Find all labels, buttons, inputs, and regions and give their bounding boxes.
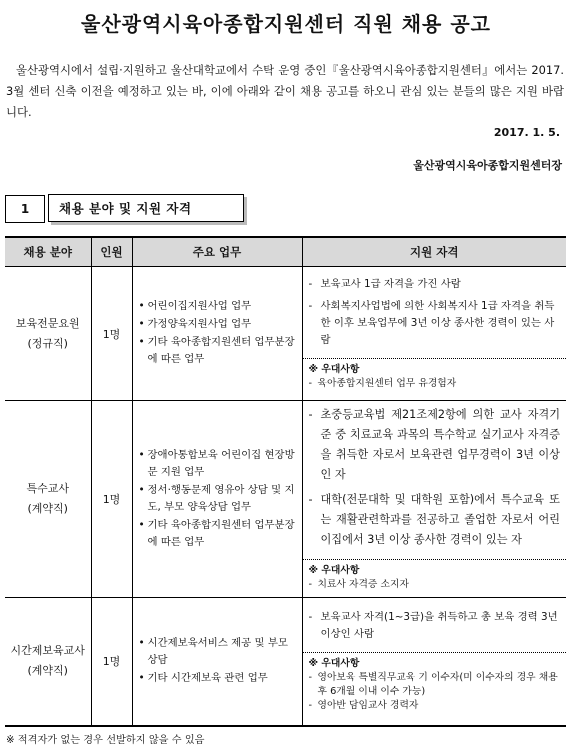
section-number: 1 (5, 195, 45, 223)
duties-cell (132, 598, 302, 726)
table-row (5, 401, 566, 598)
qualification-cell (302, 267, 566, 401)
field-name: 특수교사 (26, 482, 69, 495)
duty-item: • 가정양육지원사업 업무 (139, 316, 298, 333)
preferences-heading: ※ 우대사항 (308, 657, 360, 669)
field-name: 보육전문요원 (15, 316, 80, 330)
preferences-block (303, 358, 567, 396)
qualification-cell (302, 401, 566, 598)
field-name: 시간제보육교사 (10, 644, 85, 658)
preference-item: - 영아반 담임교사 경력자 (309, 699, 561, 713)
count-cell: 1명 (91, 598, 132, 726)
preference-item: - 치료사 자격증 소지자 (309, 578, 561, 592)
qualification-item: - 초중등교육법 제21조제2항에 의한 교사 자격기준 중 치료교육 과목의 특수학교 실기교사 자격증을 취득한 자로서 보육관련 업무경력이 3년 이상인 자 (309, 405, 561, 485)
issuer-name: 울산광역시육아종합지원센터장 (413, 159, 562, 172)
preferences-heading: ※ 우대사항 (308, 363, 360, 375)
section-title: 채용 분야 및 지원 자격 (48, 194, 244, 222)
qualification-item: - 보육교사 1급 자격을 가진 사람 (309, 276, 561, 293)
duty-item: • 기타 육아종합지원센터 업무분장에 따른 업무 (139, 517, 298, 551)
duty-item: • 정서·행동문제 영유아 상담 및 지도, 부모 양육상담 업무 (139, 482, 298, 516)
duty-item: • 시간제보육서비스 제공 및 부모상담 (139, 635, 298, 669)
employment-type: (정규직) (27, 336, 68, 350)
intro-text: 울산광역시에서 설립·지원하고 울산대학교에서 수탁 운영 중인『울산광역시육아종합지원센터』에서는 2017. 3월 센터 신축 이전을 예정하고 있는 바, 이에 아래와 같이 채용 공고를 하오니 관심 있는 분들의 많은 지원 바랍니다. (6, 63, 564, 119)
qualification-item: - 보육교사 자격(1~3급)을 취득하고 총 보육 경력 3년 이상인 사람 (309, 609, 561, 643)
table-header-row (5, 237, 566, 267)
employment-type: (계약직) (27, 664, 68, 678)
intro-paragraph (6, 60, 564, 123)
qualification-item: - 대학(전문대학 및 대학원 포함)에서 특수교육 또는 재활관련학과를 전공하고 졸업한 자로서 어린이집에서 3년 이상 종사한 경력이 있는 자 (309, 490, 561, 550)
table-row (5, 598, 566, 726)
header-field: 채용 분야 (5, 237, 91, 267)
announcement-date: 2017. 1. 5. (493, 126, 560, 139)
preferences-block (303, 559, 567, 597)
field-cell (5, 267, 91, 401)
duty-item: • 장애아통합보육 어린이집 현장방문 지원 업무 (139, 447, 298, 481)
duties-cell (132, 401, 302, 598)
header-qualifications: 지원 자격 (302, 237, 566, 267)
count-cell: 1명 (91, 401, 132, 598)
footnote: ※ 적격자가 없는 경우 선발하지 않을 수 있음 (6, 735, 205, 746)
preference-item: - 영아보육 특별직무교육 기 이수자(미 이수자의 경우 채용 후 6개월 이내 이수 가능) (309, 671, 561, 699)
field-cell (5, 401, 91, 598)
header-duties: 주요 업무 (132, 237, 302, 267)
duty-item: • 기타 시간제보육 관련 업무 (139, 670, 298, 687)
preferences-block (303, 652, 567, 718)
page-title: 울산광역시육아종합지원센터 직원 채용 공고 (81, 12, 491, 36)
count-cell: 1명 (91, 267, 132, 401)
preference-item: - 육아종합지원센터 업무 유경험자 (309, 377, 561, 391)
header-count: 인원 (91, 237, 132, 267)
qualification-item: - 사회복지사업법에 의한 사회복지사 1급 자격을 취득한 이후 보육업무에 3년 이상 종사한 경력이 있는 사람 (309, 298, 561, 349)
field-cell (5, 598, 91, 726)
duties-cell (132, 267, 302, 401)
duty-item: • 어린이집지원사업 업무 (139, 298, 298, 315)
preferences-heading: ※ 우대사항 (308, 565, 360, 576)
table-row (5, 267, 566, 401)
employment-type: (계약직) (27, 502, 68, 515)
duty-item: • 기타 육아종합지원센터 업무분장에 따른 업무 (139, 334, 298, 368)
qualification-cell (302, 598, 566, 726)
recruitment-table (5, 236, 566, 727)
